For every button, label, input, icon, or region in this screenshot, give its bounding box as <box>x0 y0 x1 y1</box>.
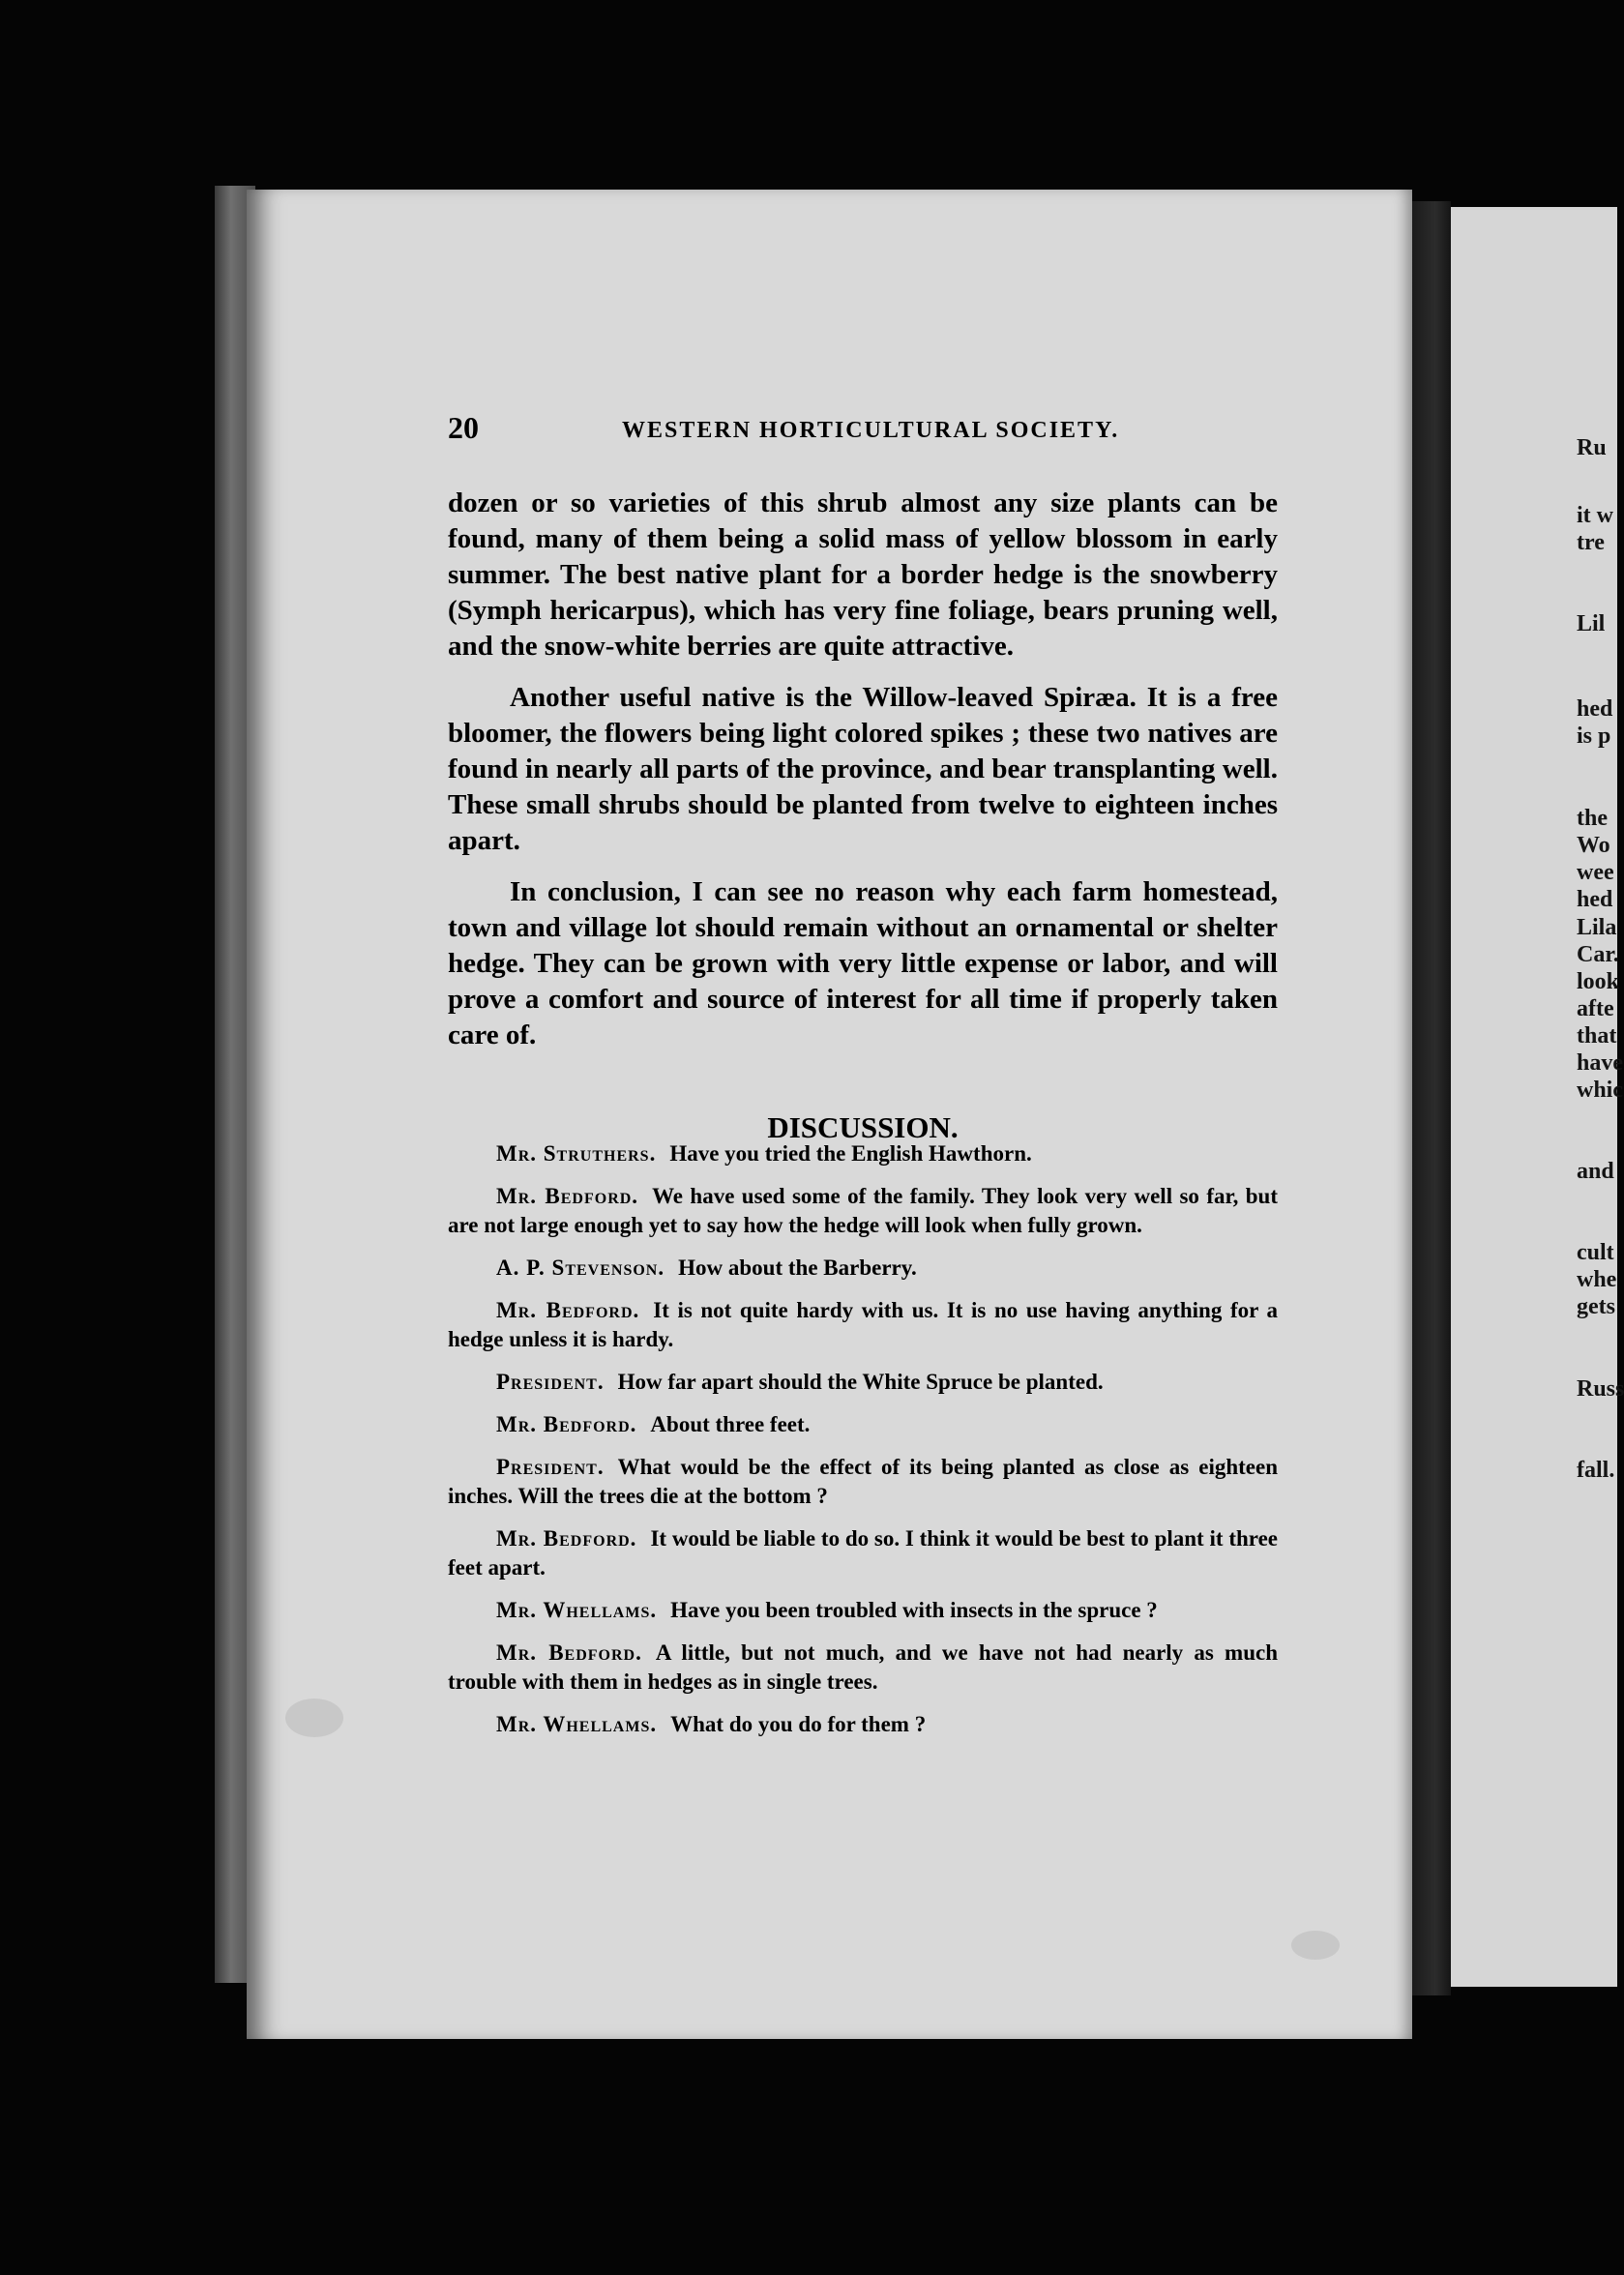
discussion-entry <box>448 1453 1278 1511</box>
speaker-text: Have you been troubled with insects in the spruce ? <box>670 1598 1158 1622</box>
facing-page-fragment: hed <box>1577 887 1613 912</box>
speaker-text: Have you tried the English Hawthorn. <box>669 1141 1032 1166</box>
paragraph: Another useful native is the Willow-leaved Spiræa. It is a free bloomer, the flowers being light colored spikes ; these two natives are found in nearly all parts of the province, and bear transplanting well. These small shrubs should be planted from twelve to eighteen inches apart. <box>448 682 1278 856</box>
discussion-heading: DISCUSSION. <box>767 1110 959 1144</box>
discussion-entry <box>448 1139 1278 1168</box>
facing-page-fragment: Car. <box>1577 942 1619 967</box>
speaker-text: About three feet. <box>650 1412 811 1436</box>
discussion-entry <box>448 1639 1278 1697</box>
facing-page-fragment: it w <box>1577 503 1613 528</box>
speaker-text: What would be the effect of its being planted as close as eighteen inches. Will the trees die at the bottom ? <box>448 1455 1278 1508</box>
facing-page-fragment: look <box>1577 969 1620 994</box>
discussion-entry <box>448 1182 1278 1240</box>
paragraph: In conclusion, I can see no reason why each farm homestead, town and village lot should remain without an ornamental or shelter hedge. They can be grown with very little expense or labor, and will prove a comfort and source of interest for all time if properly taken care of. <box>448 876 1278 1050</box>
speaker-name: Mr. Bedford. <box>496 1526 637 1551</box>
discussion-entry <box>448 1524 1278 1582</box>
facing-page-fragment: the <box>1577 806 1608 831</box>
speaker-name: A. P. Stevenson. <box>496 1256 665 1280</box>
paragraph: dozen or so varieties of this shrub almost any size plants can be found, many of them being a solid mass of yellow blossom in early summer. The best native plant for a border hedge is the snowberry (Symph hericarpus), which has very fine foliage, bears pruning well, and the snow-white berries are quite attractive. <box>448 488 1278 662</box>
page-number: 20 <box>448 410 479 445</box>
speaker-text: It is not quite hardy with us. It is no use having anything for a hedge unless it is hardy. <box>448 1298 1278 1351</box>
speaker-text: What do you do for them ? <box>670 1712 927 1736</box>
facing-page-fragment: Lil <box>1577 611 1606 636</box>
discussion-entry <box>448 1410 1278 1439</box>
speaker-text: How far apart should the White Spruce be planted. <box>617 1370 1104 1394</box>
facing-page <box>1451 207 1624 1987</box>
facing-page-fragment: is p <box>1577 724 1611 749</box>
facing-page-fragment: have <box>1577 1050 1623 1076</box>
facing-page-fragment: and <box>1577 1159 1614 1184</box>
speaker-text: It would be liable to do so. I think it would be best to plant it three feet apart. <box>448 1526 1278 1580</box>
speaker-text: How about the Barberry. <box>678 1256 917 1280</box>
facing-page-fragment: fall. <box>1577 1458 1615 1483</box>
speaker-name: Mr. Bedford. <box>496 1640 642 1665</box>
page-header <box>448 410 1183 457</box>
page-stain <box>1291 1931 1340 1960</box>
facing-page-fragment: afte <box>1577 996 1614 1021</box>
speaker-name: President. <box>496 1370 605 1394</box>
speaker-name: Mr. Bedford. <box>496 1184 639 1208</box>
facing-page-fragment: Wo <box>1577 833 1610 858</box>
facing-page-fragment: hed <box>1577 696 1613 722</box>
facing-page-fragment: cult <box>1577 1240 1614 1265</box>
discussion-entry <box>448 1296 1278 1354</box>
discussion-entry <box>448 1368 1278 1397</box>
facing-page-fragment: whe <box>1577 1267 1617 1292</box>
body-text <box>448 486 1278 1069</box>
speaker-name: Mr. Whellams. <box>496 1712 658 1736</box>
facing-page-fragment: Ru <box>1577 435 1607 460</box>
speaker-name: Mr. Whellams. <box>496 1598 658 1622</box>
facing-page-fragment: that <box>1577 1023 1617 1049</box>
speaker-name: Mr. Bedford. <box>496 1298 640 1322</box>
facing-page-fragment: gets <box>1577 1294 1615 1319</box>
facing-page-fragment: whic <box>1577 1078 1623 1103</box>
facing-page-fragment: Lila <box>1577 915 1617 940</box>
running-title: WESTERN HORTICULTURAL SOCIETY. <box>622 418 1120 443</box>
speaker-text: A little, but not much, and we have not had nearly as much trouble with them in hedges as in single trees. <box>448 1640 1278 1694</box>
discussion-entry <box>448 1596 1278 1625</box>
speaker-name: Mr. Struthers. <box>496 1141 657 1166</box>
discussion <box>448 1139 1278 1753</box>
speaker-name: Mr. Bedford. <box>496 1412 637 1436</box>
facing-page-fragment: wee <box>1577 860 1614 885</box>
facing-page-fragment: Russ <box>1577 1376 1624 1402</box>
book-gutter <box>1412 201 1451 1995</box>
page-stain <box>285 1699 343 1737</box>
facing-page-fragment: tre <box>1577 530 1605 555</box>
speaker-name: President. <box>496 1455 605 1479</box>
speaker-text: We have used some of the family. They look very well so far, but are not large enough yet to say how the hedge will look when fully grown. <box>448 1184 1278 1237</box>
discussion-entry <box>448 1254 1278 1283</box>
discussion-entry <box>448 1710 1278 1739</box>
